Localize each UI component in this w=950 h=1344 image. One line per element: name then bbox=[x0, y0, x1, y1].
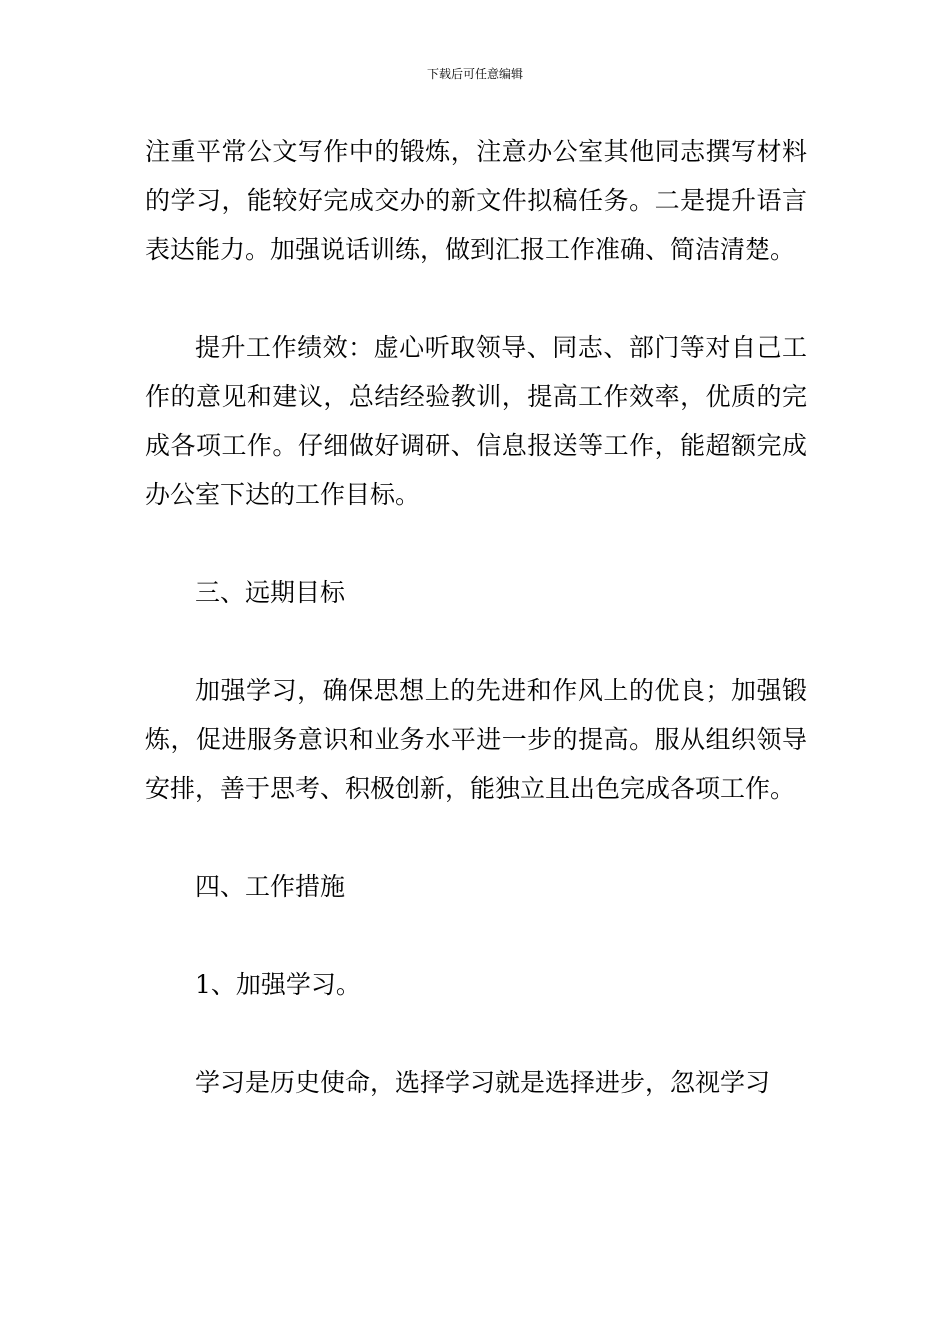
paragraph-spacer bbox=[145, 274, 807, 323]
paragraph-spacer bbox=[145, 519, 807, 568]
paragraph-spacer bbox=[145, 1009, 807, 1058]
document-body bbox=[145, 127, 807, 1107]
section-heading-long-term-goals: 三、远期目标 bbox=[195, 578, 346, 607]
section-heading-work-measures: 四、工作措施 bbox=[195, 872, 346, 901]
paragraph-long-term-goals: 加强学习，确保思想上的先进和作风上的优良；加强锻炼，促进服务意识和业务水平进一步的提高。服从组织领导安排，善于思考、积极创新，能独立且出色完成各项工作。 bbox=[145, 676, 807, 803]
paragraph-work-performance: 提升工作绩效：虚心听取领导、同志、部门等对自己工作的意见和建议，总结经验教训，提高工作效率，优质的完成各项工作。仔细做好调研、信息报送等工作，能超额完成办公室下达的工作目标。 bbox=[145, 333, 807, 509]
page-header: 下载后可任意编辑 bbox=[426, 67, 523, 81]
paragraph-continuation: 注重平常公文写作中的锻炼，注意办公室其他同志撰写材料的学习，能较好完成交办的新文件拟稿任务。二是提升语言表达能力。加强说话训练，做到汇报工作准确、简洁清楚。 bbox=[145, 137, 807, 264]
paragraph-spacer bbox=[145, 813, 807, 862]
paragraph-learning: 学习是历史使命，选择学习就是选择进步，忽视学习 bbox=[195, 1068, 771, 1097]
paragraph-spacer bbox=[145, 617, 807, 666]
paragraph-spacer bbox=[145, 911, 807, 960]
subheading-strengthen-learning: 1、加强学习。 bbox=[195, 970, 361, 999]
